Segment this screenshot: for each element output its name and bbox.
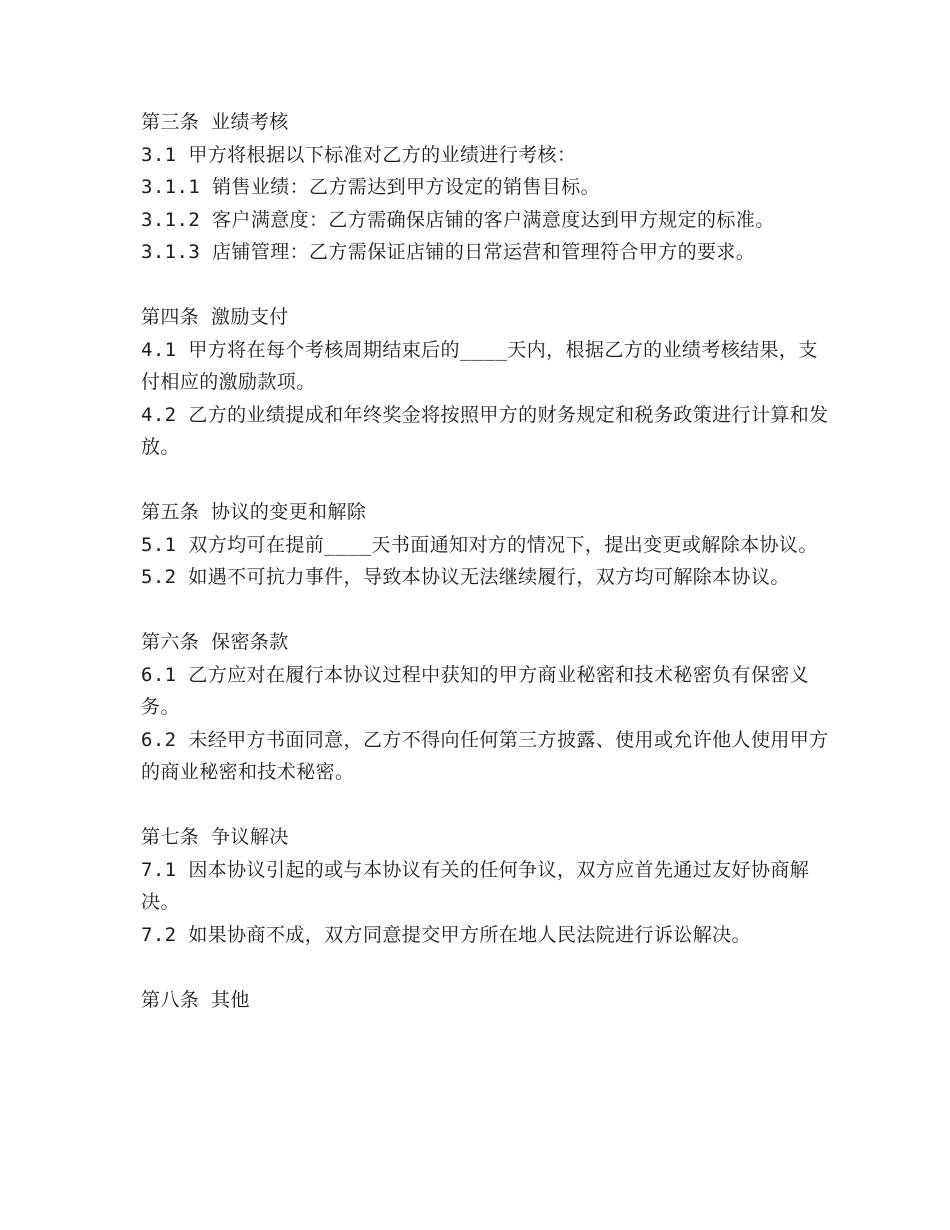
- section-article-7: [141, 821, 831, 951]
- clause-3-1: 3.1 甲方将根据以下标准对乙方的业绩进行考核：: [141, 143, 577, 166]
- clause-5-2: 5.2 如遇不可抗力事件，导致本协议无法继续履行，双方均可解除本协议。: [141, 566, 790, 588]
- section-heading: 第七条 争议解决: [141, 826, 289, 848]
- section-article-5: [141, 496, 831, 594]
- clause-3-1-1: 3.1.1 销售业绩：乙方需达到甲方设定的销售目标。: [141, 176, 601, 198]
- section-heading: 第四条 激励支付: [141, 306, 289, 328]
- clause-7-1: 7.1 因本协议引起的或与本协议有关的任何争议，双方应首先通过友好协商解决。: [141, 858, 810, 913]
- clause-3-1-3: 3.1.3 店铺管理：乙方需保证店铺的日常运营和管理符合甲方的要求。: [141, 241, 756, 263]
- section-heading: 第六条 保密条款: [141, 631, 289, 653]
- clause-4-2: 4.2 乙方的业绩提成和年终奖金将按照甲方的财务规定和税务政策进行计算和发放。: [141, 403, 829, 458]
- section-heading: 第三条 业绩考核: [141, 111, 289, 133]
- clause-7-2: 7.2 如果协商不成，双方同意提交甲方所在地人民法院进行诉讼解决。: [141, 923, 751, 946]
- clause-6-2: 6.2 未经甲方书面同意，乙方不得向任何第三方披露、使用或允许他人使用甲方的商业秘密和技术秘密。: [141, 728, 829, 783]
- clause-6-1: 6.1 乙方应对在履行本协议过程中获知的甲方商业秘密和技术秘密负有保密义务。: [141, 663, 810, 718]
- clause-4-1: 4.1 甲方将在每个考核周期结束后的____天内，根据乙方的业绩考核结果，支付相应的激励款项。: [141, 338, 818, 393]
- document-body: [141, 106, 831, 1049]
- section-article-4: [141, 301, 831, 464]
- clause-5-1: 5.1 双方均可在提前____天书面通知对方的情况下，提出变更或解除本协议。: [141, 533, 818, 556]
- section-heading: 第五条 协议的变更和解除: [141, 501, 367, 523]
- section-article-3: [141, 106, 831, 269]
- section-heading: 第八条 其他: [141, 988, 250, 1011]
- clause-3-1-2: 3.1.2 客户满意度：乙方需确保店铺的客户满意度达到甲方规定的标准。: [141, 208, 775, 231]
- section-article-8: [141, 984, 831, 1017]
- section-article-6: [141, 626, 831, 789]
